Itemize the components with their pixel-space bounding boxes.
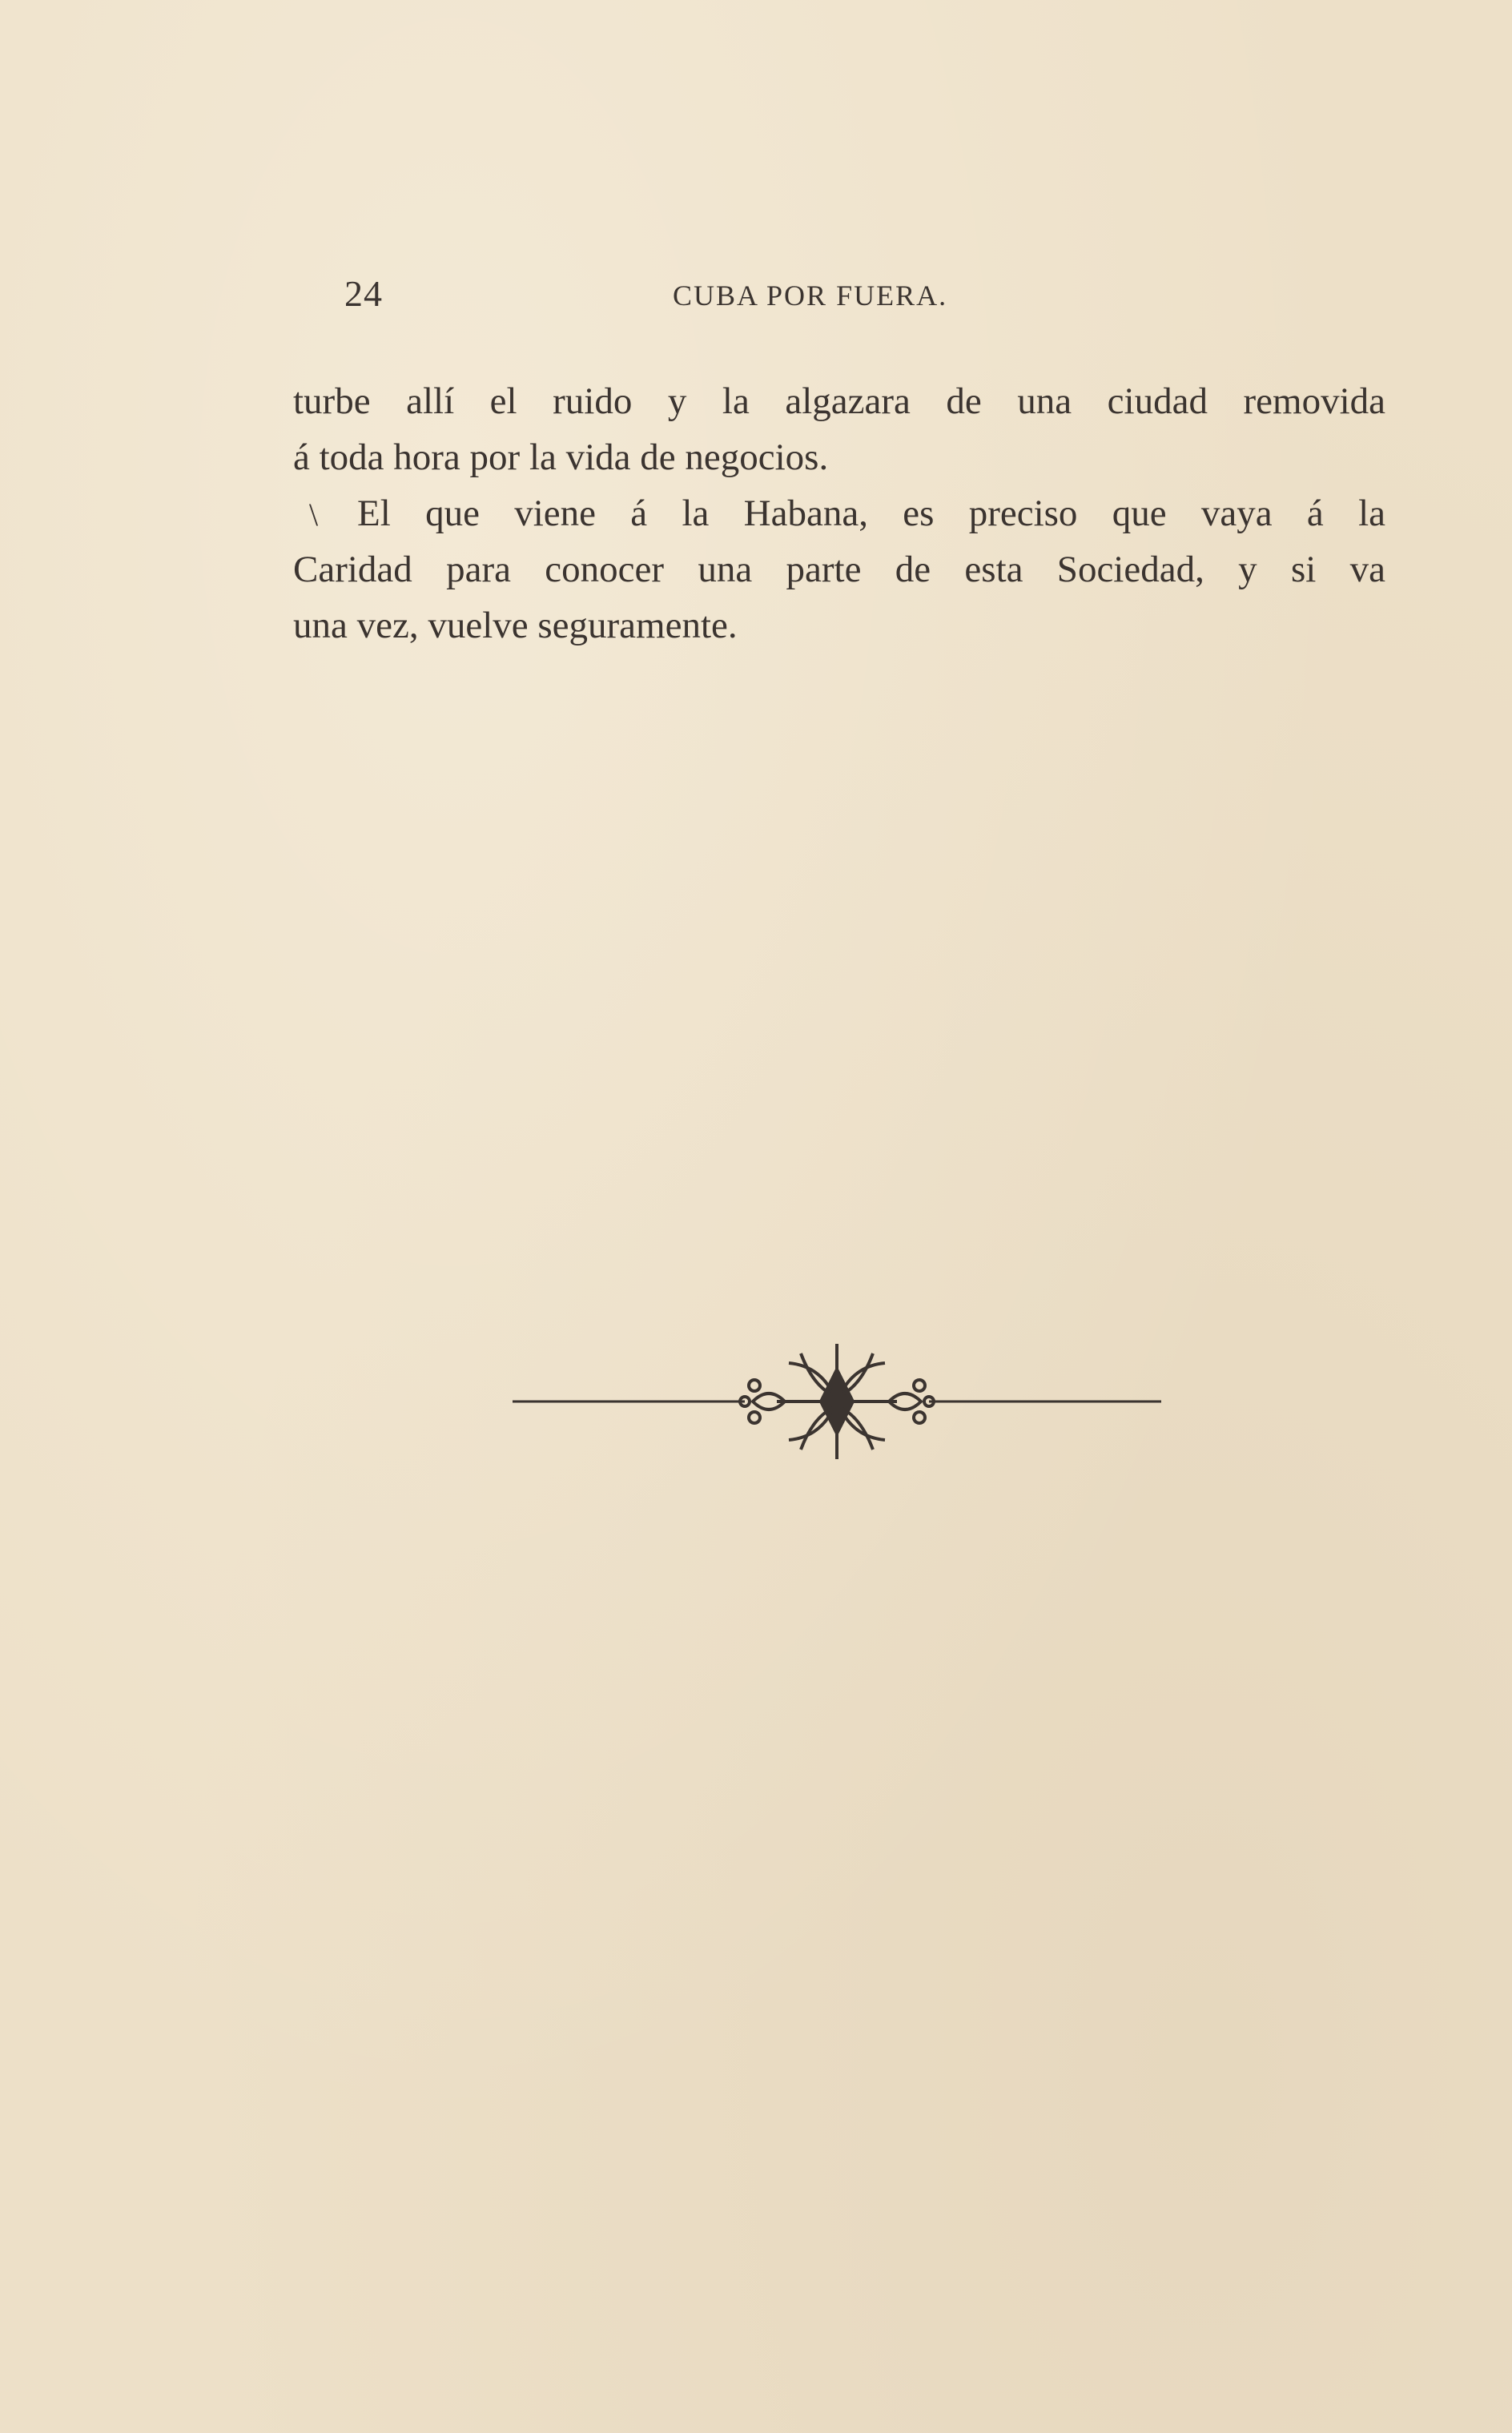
fleuron-ornament-icon	[513, 1337, 1161, 1466]
text-line-3-content: El que viene á la Habana, es preciso que vaya á la	[357, 493, 1385, 534]
text-line-3	[293, 485, 1385, 541]
text-line-4: Caridad para conocer una parte de esta Sociedad, y si va	[293, 549, 1385, 590]
running-title: CUBA POR FUERA.	[673, 279, 948, 312]
text-line-2: á toda hora por la vida de negocios.	[293, 436, 829, 478]
page-number: 24	[344, 273, 383, 314]
text-line-1: turbe allí el ruido y la algazara de una ciudad removida	[293, 380, 1385, 422]
stray-mark: \	[309, 497, 319, 533]
running-head	[344, 272, 1385, 320]
text-line-5: una vez, vuelve seguramente.	[293, 605, 738, 646]
body-paragraphs	[293, 373, 1385, 653]
